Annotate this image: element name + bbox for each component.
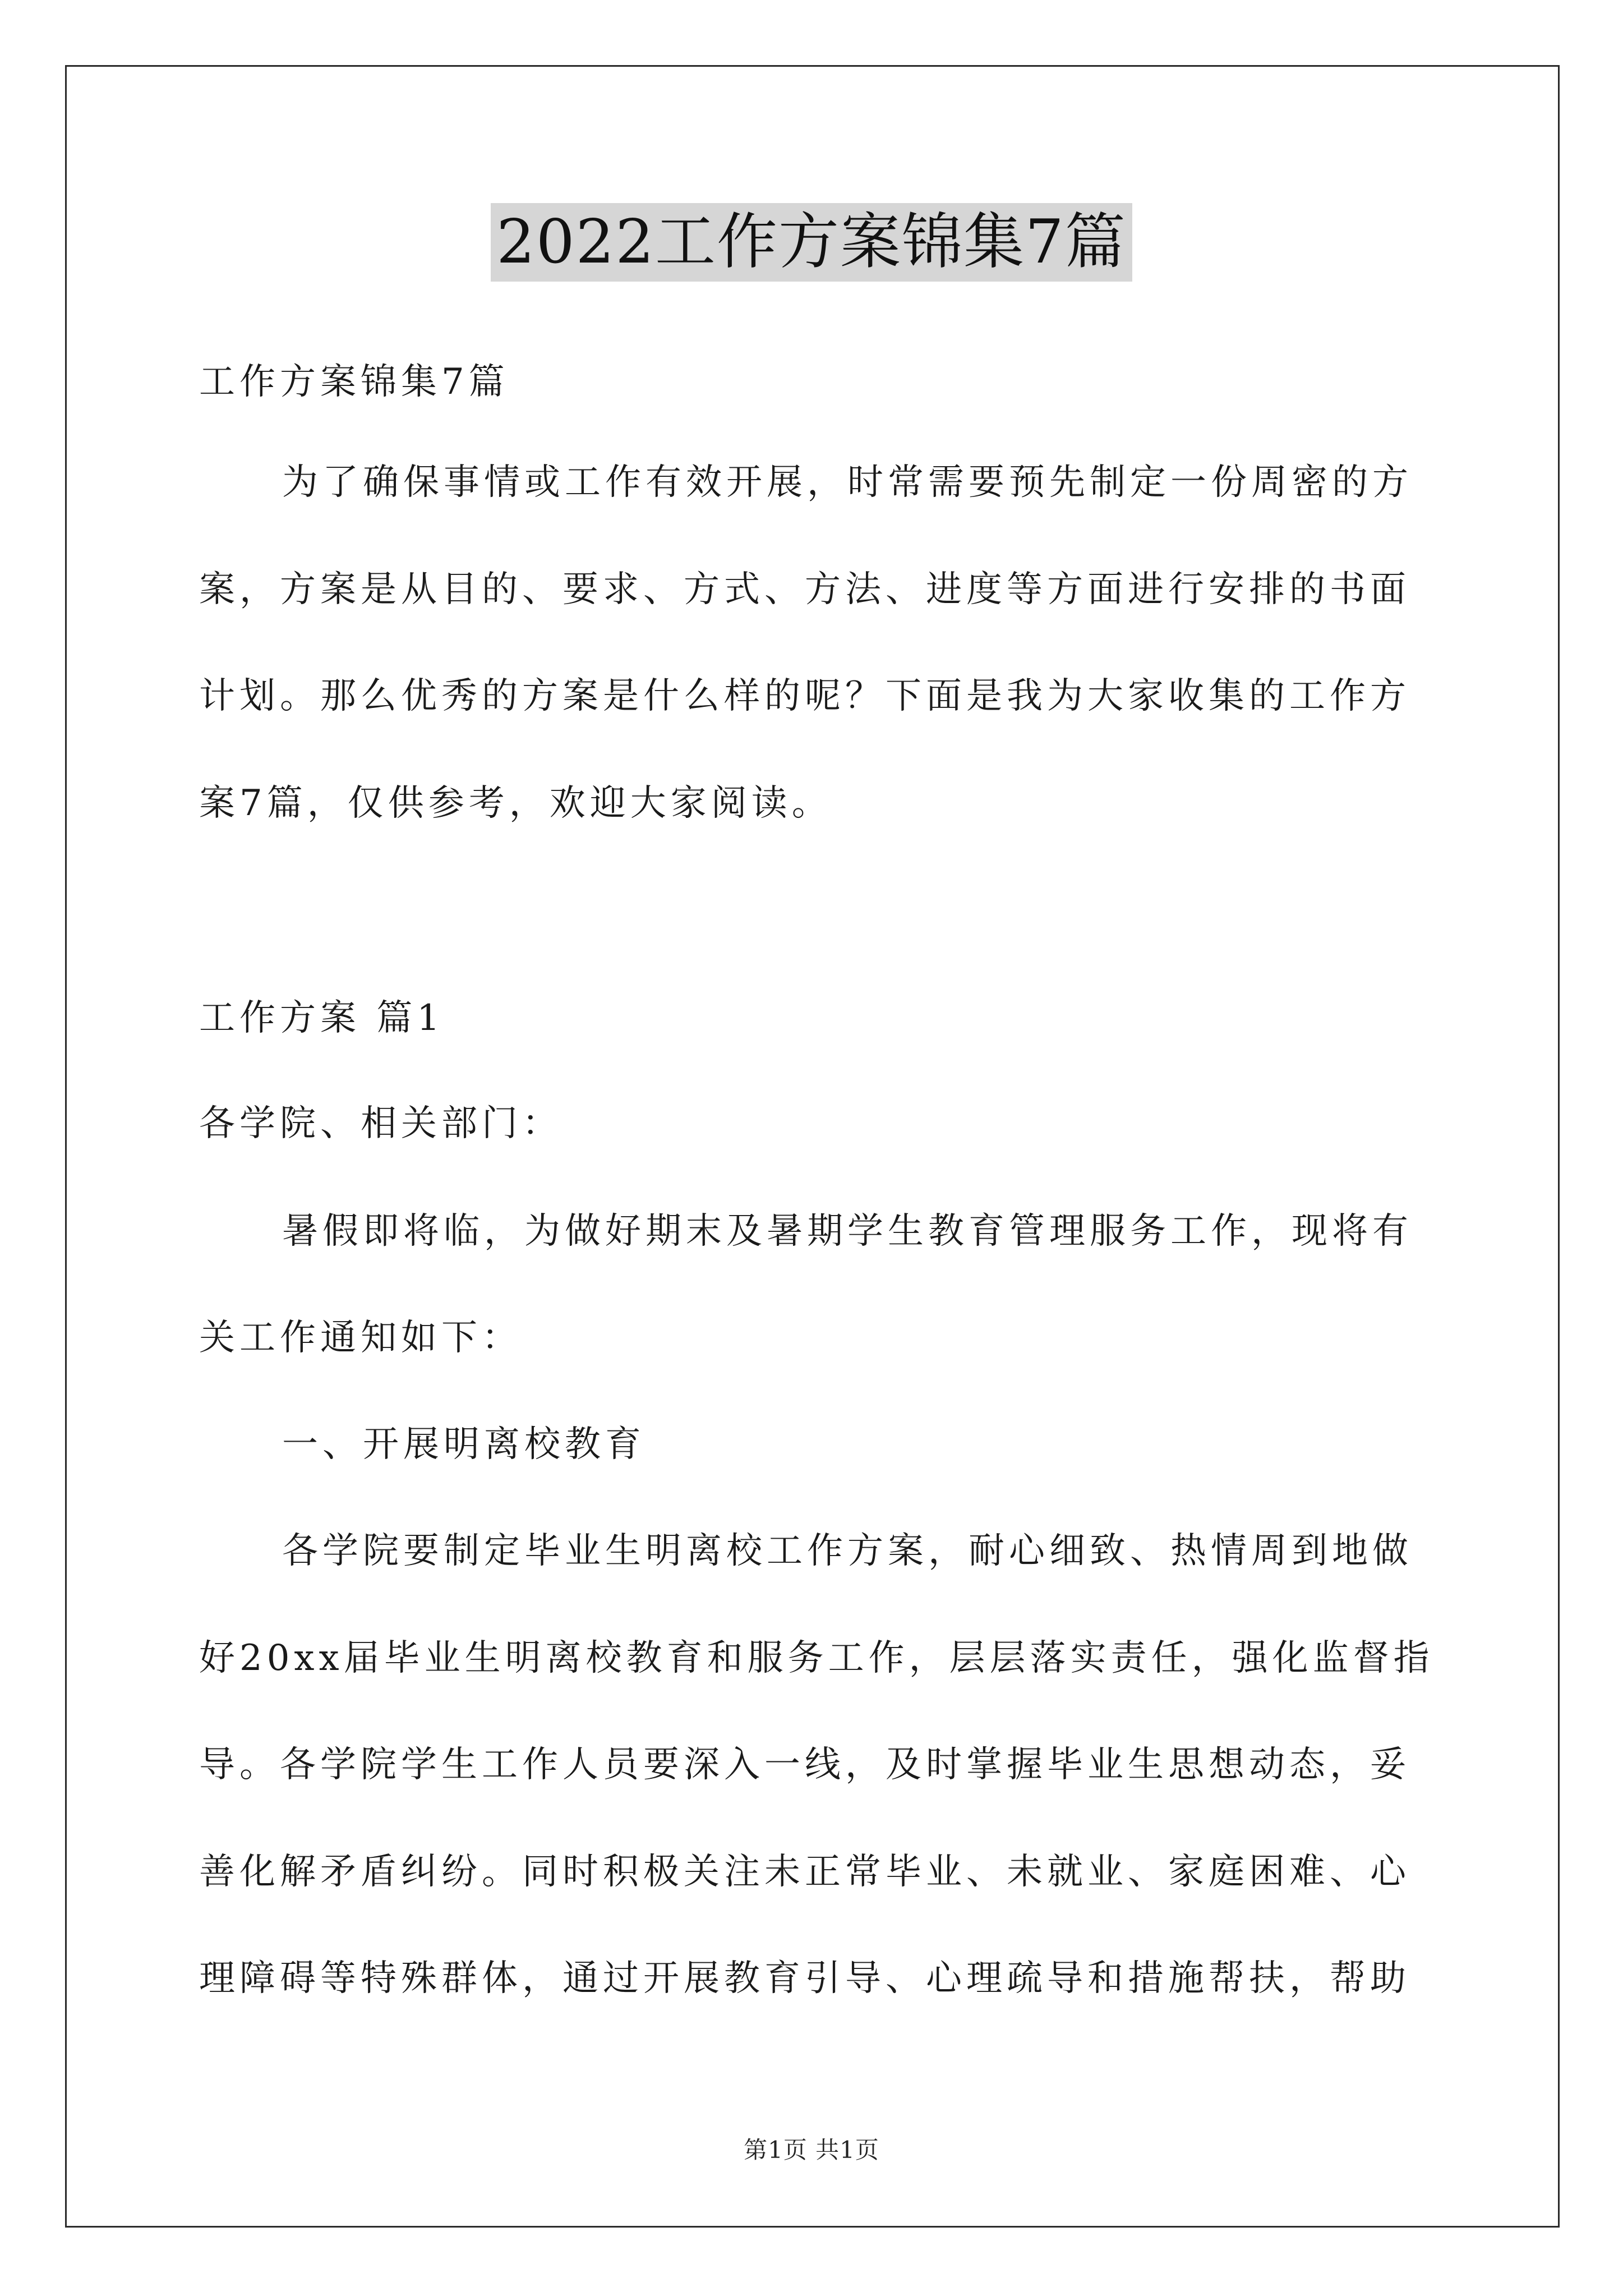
point-line-4: 善化解矛盾纠纷。同时积极关注未正常毕业、未就业、家庭困难、心 xyxy=(199,1851,1410,1893)
intro-line-1: 为了确保事情或工作有效开展，时常需要预先制定一份周密的方 xyxy=(282,462,1413,503)
page-footer: 第1页 共1页 xyxy=(744,2136,879,2164)
notice-line-2: 关工作通知如下： xyxy=(199,1317,522,1359)
salutation: 各学院、相关部门： xyxy=(199,1103,562,1144)
notice-line-1: 暑假即将临，为做好期末及暑期学生教育管理服务工作，现将有 xyxy=(282,1211,1413,1252)
intro-line-4: 案7篇，仅供参考，欢迎大家阅读。 xyxy=(199,783,832,824)
point-line-1: 各学院要制定毕业生明离校工作方案，耐心细致、热情周到地做 xyxy=(282,1530,1413,1572)
point-line-3: 导。各学院学生工作人员要深入一线，及时掌握毕业生思想动态，妥 xyxy=(199,1744,1410,1786)
document-title: 2022工作方案锦集7篇 xyxy=(491,203,1132,282)
document-subtitle: 工作方案锦集7篇 xyxy=(199,361,509,403)
point-line-2: 好20xx届毕业生明离校教育和服务工作，层层落实责任，强化监督指 xyxy=(199,1637,1434,1679)
intro-line-2: 案，方案是从目的、要求、方式、方法、进度等方面进行安排的书面 xyxy=(199,569,1410,610)
point-line-5: 理障碍等特殊群体，通过开展教育引导、心理疏导和措施帮扶，帮助 xyxy=(199,1958,1410,1999)
intro-line-3: 计划。那么优秀的方案是什么样的呢？下面是我为大家收集的工作方 xyxy=(199,675,1410,717)
section-heading: 工作方案 篇1 xyxy=(199,997,445,1039)
title-container xyxy=(0,203,1623,282)
point-heading: 一、开展明离校教育 xyxy=(282,1424,645,1465)
